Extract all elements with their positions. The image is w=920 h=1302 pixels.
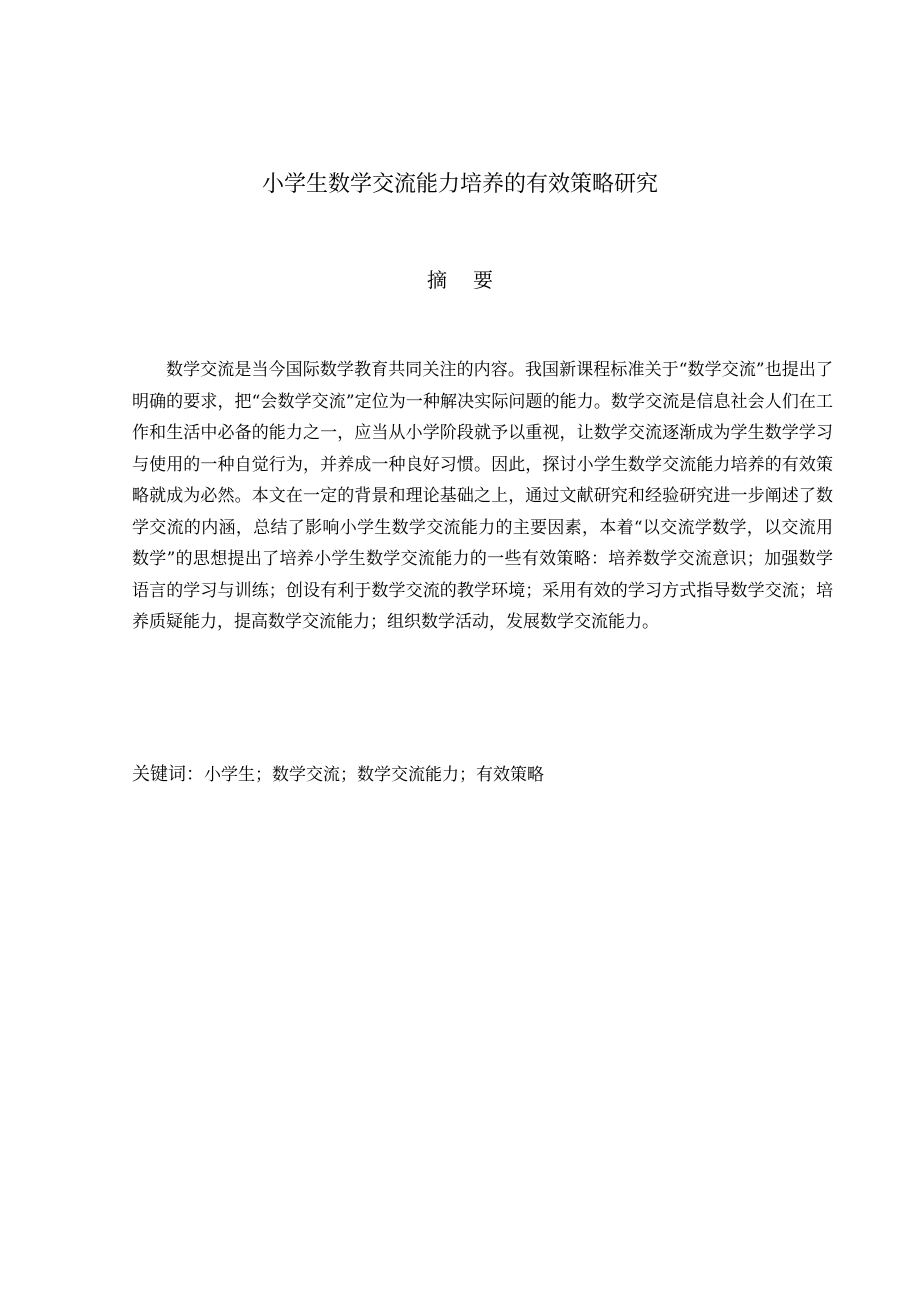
abstract-body: 数学交流是当今国际数学教育共同关注的内容。我国新课程标准关于“数学交流”也提出了明确的要求，把“会数学交流”定位为一种解决实际问题的能力。数学交流是信息社会人们在工作和生活中必备的能力之一，应当从小学阶段就予以重视，让数学交流逐渐成为学生数学学习与使用的一种自觉行为，并养成一种良好习惯。因此，探讨小学生数学交流能力培养的有效策略就成为必然。本文在一定的背景和理论基础之上，通过文献研究和经验研究进一步阐述了数学交流的内涵，总结了影响小学生数学交流能力的主要因素，本着“以交流学数学，以交流用数学”的思想提出了培养小学生数学交流能力的一些有效策略：培养数学交流意识；加强数学语言的学习与训练；创设有利于数学交流的教学环境；采用有效的学习方式指导数学交流；培养质疑能力，提高数学交流能力；组织数学活动，发展数学交流能力。 bbox=[132, 360, 833, 632]
abstract-heading: 摘要 bbox=[427, 268, 519, 292]
keywords-label: 关键词： bbox=[132, 764, 204, 785]
keywords-text: 小学生；数学交流；数学交流能力；有效策略 bbox=[204, 765, 544, 785]
keywords-line bbox=[132, 761, 833, 789]
page-title: 小学生数学交流能力培养的有效策略研究 bbox=[261, 172, 658, 197]
